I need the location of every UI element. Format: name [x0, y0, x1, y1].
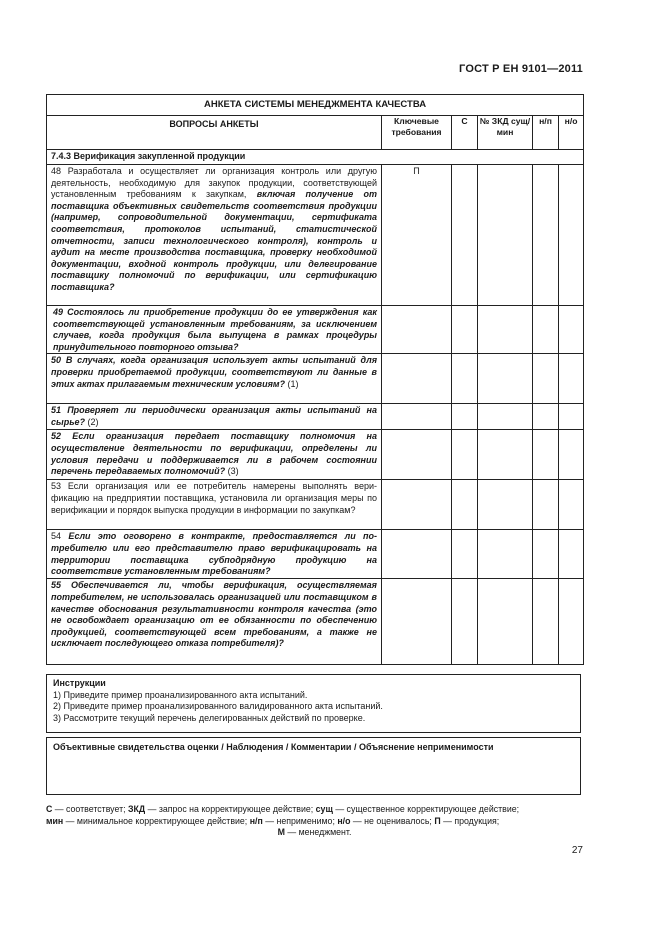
no-cell[interactable] [559, 306, 584, 354]
np-cell[interactable] [533, 306, 559, 354]
col-questions-header: ВОПРОСЫ АНКЕТЫ [47, 116, 382, 150]
zkd-cell[interactable] [478, 306, 533, 354]
c-cell[interactable] [452, 530, 478, 579]
standard-code: ГОСТ Р ЕН 9101—2011 [459, 63, 583, 75]
c-cell[interactable] [452, 165, 478, 306]
table-row [47, 354, 584, 404]
table-row [47, 165, 584, 306]
col-no-header: н/о [559, 116, 584, 150]
table-row [47, 480, 584, 530]
key-requirement-cell [382, 530, 452, 579]
c-cell[interactable] [452, 354, 478, 404]
no-cell[interactable] [559, 530, 584, 579]
zkd-cell[interactable] [478, 480, 533, 530]
table-row [47, 404, 584, 430]
no-cell[interactable] [559, 480, 584, 530]
evidence-title: Объективные свидетельства оценки / Наблюдения / Комментарии / Объяснение неприменимости [53, 742, 494, 752]
col-key-requirements-header: Ключевые требования [382, 116, 452, 150]
questionnaire-table [46, 94, 584, 665]
np-cell[interactable] [533, 480, 559, 530]
no-cell[interactable] [559, 404, 584, 430]
evidence-box[interactable] [46, 737, 581, 795]
col-c-header: С [452, 116, 478, 150]
instruction-item: 1) Приведите пример проанализированного акта испытаний. [53, 689, 308, 700]
section-heading: 7.4.3 Верификация закупленной продукции [47, 150, 584, 165]
abbreviation-legend: С — соответствует; ЗКД — запрос на корректирующее действие; сущ — существенное корректирующее действие; мин — минимальное корректирующее действие; н/п — неприменимо; н/о — не оценивалось; П — продукция; М — менеджмент. [46, 804, 520, 838]
instructions-box [46, 674, 581, 733]
table-row [47, 306, 584, 354]
zkd-cell[interactable] [478, 404, 533, 430]
instruction-item: 2) Приведите пример проанализированного валидированного акта испытаний. [53, 701, 383, 711]
key-requirement-cell: П [382, 165, 452, 306]
key-requirement-cell [382, 306, 452, 354]
np-cell[interactable] [533, 530, 559, 579]
zkd-cell[interactable] [478, 579, 533, 665]
key-requirement-cell [382, 579, 452, 665]
question-cell: 55 Обеспечивается ли, чтобы верификация, осуществляемая потребителем, не использовалась организацией или поставщиком в качестве обоснования результативности контроля качества (это не освобождает организацию от ее обязанности по обеспечению продукцией, соответствующей всем требованиям, а также не исключает последующего отказа потребителя)? [47, 579, 382, 665]
key-requirement-cell [382, 354, 452, 404]
c-cell[interactable] [452, 404, 478, 430]
question-cell: 54 Если это оговорено в контракте, предоставляется ли потребителю или его представителю право верификацировать на территории поставщика субподрядную продукцию на соответствие установленным требованиям? [47, 530, 382, 579]
zkd-cell[interactable] [478, 430, 533, 480]
np-cell[interactable] [533, 354, 559, 404]
instructions-title: Инструкции [53, 678, 106, 688]
no-cell[interactable] [559, 430, 584, 480]
c-cell[interactable] [452, 306, 478, 354]
np-cell[interactable] [533, 430, 559, 480]
zkd-cell[interactable] [478, 354, 533, 404]
c-cell[interactable] [452, 480, 478, 530]
table-row [47, 530, 584, 579]
question-cell: 49 Состоялось ли приобретение продукции до ее утверждения как соответствующей установленным требованиям, за исключением случаев, когда продукция была выпущена в рамках процедуры принудительного повторного отзыва? [47, 306, 382, 354]
c-cell[interactable] [452, 430, 478, 480]
instruction-item: 3) Рассмотрите текущий перечень делегированных действий по проверке. [53, 712, 366, 723]
c-cell[interactable] [452, 579, 478, 665]
no-cell[interactable] [559, 165, 584, 306]
table-row [47, 430, 584, 480]
col-zkd-header: № ЗКД сущ/мин [478, 116, 533, 150]
np-cell[interactable] [533, 165, 559, 306]
np-cell[interactable] [533, 579, 559, 665]
no-cell[interactable] [559, 579, 584, 665]
np-cell[interactable] [533, 404, 559, 430]
key-requirement-cell [382, 480, 452, 530]
zkd-cell[interactable] [478, 530, 533, 579]
table-title: АНКЕТА СИСТЕМЫ МЕНЕДЖМЕНТА КАЧЕСТВА [47, 95, 584, 116]
col-np-header: н/п [533, 116, 559, 150]
question-cell: 48 Разработала и осуществляет ли организация контроль или другую деятельность, необходимую для закупок продукции, соответствующей установленным требованиям к закупкам, включая получение от поставщика объективных свидетельств соответствия продукции (например, сопроводительной документации, сертификата соответствия, протоколов испытаний, статистической отчетности, записи технологического контроля), контроль и аудит на месте производства поставщика, проверку необходимой документации, входной контроль продукции, или делегирование поставщику полномочий по верификации, или сертификацию поставщика? [47, 165, 382, 306]
no-cell[interactable] [559, 354, 584, 404]
key-requirement-cell [382, 404, 452, 430]
question-cell: 52 Если организация передает поставщику полномочия на осуществление деятельности по верификации, определены ли условия передачи и поддерживается ли в рабочем состоянии перечень передаваемых полномочий? (3) [47, 430, 382, 480]
table-row [47, 579, 584, 665]
page-number: 27 [571, 845, 583, 856]
question-cell: 50 В случаях, когда организация использует акты испытаний для проверки приобретаемой продукции, соответствуют ли данные в этих актах прилагаемым техническим условиям? (1) [47, 354, 382, 404]
question-cell: 51 Проверяет ли периодически организация акты испытаний на сырье? (2) [47, 404, 382, 430]
zkd-cell[interactable] [478, 165, 533, 306]
key-requirement-cell [382, 430, 452, 480]
question-cell: 53 Если организация или ее потребитель намерены выполнять верификацию на предприятии поставщика, установила ли организация меры по верификации и порядок выпуска продукции в информации по закупкам? [47, 480, 382, 530]
